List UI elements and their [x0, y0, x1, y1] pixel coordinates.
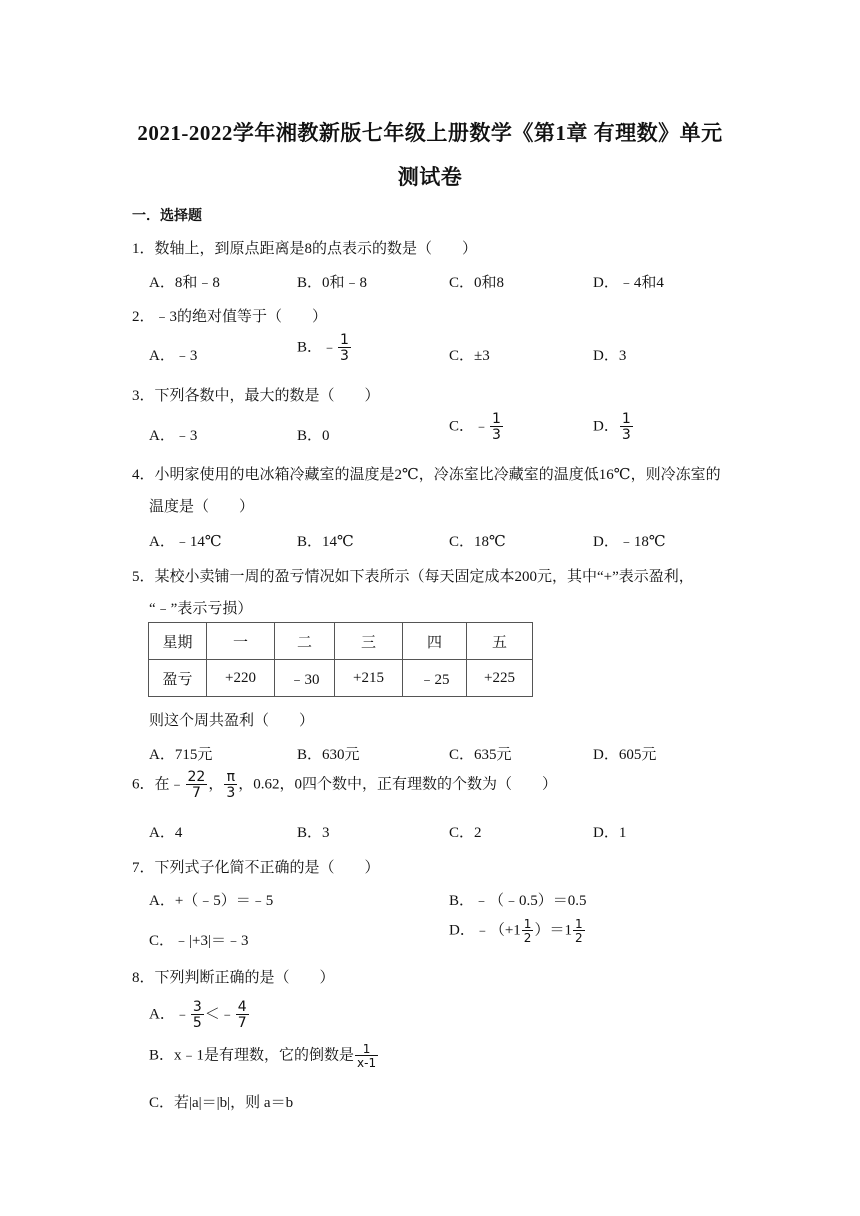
table-cell: ﹣30 — [275, 660, 335, 697]
question-6-option-c: C．2 — [449, 825, 482, 841]
numerator: 1 — [523, 917, 532, 931]
question-2-stem: 2．﹣3的绝对值等于（ ） — [132, 309, 328, 325]
question-2-option-b — [297, 333, 352, 363]
fraction — [522, 918, 534, 944]
fraction — [236, 1000, 249, 1030]
table-cell: 二 — [275, 623, 335, 660]
question-2-option-c: C．±3 — [449, 348, 490, 364]
page-title: 2021-2022学年湘教新版七年级上册数学《第1章 有理数》单元 — [137, 121, 723, 145]
table-row — [149, 660, 533, 697]
denominator: 5 — [192, 1015, 202, 1031]
stem-text: ，0.62，0四个数中，正有理数的个数为（ ） — [238, 776, 558, 793]
option-label: B．﹣ — [297, 339, 338, 356]
numerator: 4 — [237, 999, 247, 1015]
table-cell: 星期 — [149, 623, 207, 660]
question-1-option-d: D．﹣4和4 — [593, 275, 664, 291]
question-5-option-c: C．635元 — [449, 747, 512, 763]
question-4-option-d: D．﹣18℃ — [593, 534, 666, 550]
question-7-option-d — [449, 918, 586, 944]
denominator: x-1 — [357, 1056, 377, 1070]
fraction — [338, 333, 351, 363]
table-cell: 盈亏 — [149, 660, 207, 697]
numerator: 22 — [187, 769, 206, 785]
denominator: 3 — [492, 427, 501, 443]
denominator: 3 — [621, 427, 631, 443]
table-row — [149, 623, 533, 660]
question-2-option-d: D．3 — [593, 348, 627, 364]
fraction — [186, 770, 208, 800]
section-heading: 一．选择题 — [132, 209, 202, 224]
question-1-option-b: B．0和﹣8 — [297, 275, 368, 291]
numerator: 1 — [362, 1042, 371, 1056]
question-3-option-c — [449, 412, 504, 442]
question-4-option-b: B．14℃ — [297, 534, 354, 550]
denominator: 2 — [574, 931, 583, 945]
table-cell: 五 — [467, 623, 533, 660]
denominator: 3 — [340, 348, 349, 364]
denominator: 2 — [523, 931, 532, 945]
table-cell: 四 — [403, 623, 467, 660]
option-text: ＜﹣ — [204, 1006, 235, 1023]
option-label: B．x﹣1是有理数，它的倒数是 — [149, 1047, 355, 1064]
option-label: C．﹣ — [449, 418, 490, 435]
question-3-stem: 3．下列各数中，最大的数是（ ） — [132, 388, 380, 404]
question-7-stem: 7．下列式子化简不正确的是（ ） — [132, 860, 380, 876]
question-4-option-c: C．18℃ — [449, 534, 506, 550]
table-cell: +220 — [207, 660, 275, 697]
question-2-option-a: A．﹣3 — [149, 348, 198, 364]
question-5-option-d: D．605元 — [593, 747, 657, 763]
question-6-option-b: B．3 — [297, 825, 330, 841]
question-4-option-a: A．﹣14℃ — [149, 534, 222, 550]
option-label: A．﹣ — [149, 1006, 190, 1023]
question-6-stem — [132, 770, 557, 800]
fraction — [355, 1043, 378, 1069]
table-cell: +225 — [467, 660, 533, 697]
question-5-option-a: A．715元 — [149, 747, 213, 763]
question-7-option-b: B．﹣（﹣0.5）＝0.5 — [449, 893, 587, 909]
table-cell: ﹣25 — [403, 660, 467, 697]
numerator: π — [226, 769, 236, 785]
question-8-stem: 8．下列判断正确的是（ ） — [132, 970, 335, 986]
fraction — [224, 770, 237, 800]
stem-text: 6．在﹣ — [132, 776, 185, 793]
page-title-continued: 测试卷 — [397, 165, 463, 189]
question-5-stem: 5．某校小卖铺一周的盈亏情况如下表所示（每天固定成本200元，其中“+”表示盈利， — [132, 569, 694, 585]
question-3-option-b: B．0 — [297, 428, 330, 444]
option-label: D．﹣（+1 — [449, 922, 521, 939]
numerator: 3 — [192, 999, 202, 1015]
question-7-option-a: A．+（﹣5）＝﹣5 — [149, 893, 274, 909]
question-7-option-c: C．﹣|+3|＝﹣3 — [149, 933, 249, 949]
question-5-prompt: 则这个周共盈利（ ） — [149, 713, 315, 729]
question-5-stem-continued: “﹣”表示亏损） — [149, 601, 253, 617]
fraction — [191, 1000, 204, 1030]
question-1-stem: 1．数轴上，到原点距离是8的点表示的数是（ ） — [132, 241, 478, 257]
denominator: 7 — [237, 1015, 247, 1031]
numerator: 1 — [621, 411, 631, 427]
fraction — [573, 918, 585, 944]
table-cell: 三 — [335, 623, 403, 660]
question-8-option-c: C．若|a|＝|b|，则 a＝b — [149, 1095, 294, 1111]
fraction — [620, 412, 633, 442]
question-8-option-a — [149, 1000, 250, 1030]
option-label: D． — [593, 418, 619, 435]
separator: ， — [208, 776, 224, 793]
denominator: 3 — [226, 785, 236, 801]
question-5-option-b: B．630元 — [297, 747, 360, 763]
numerator: 1 — [574, 917, 583, 931]
denominator: 7 — [186, 784, 208, 800]
table-cell: +215 — [335, 660, 403, 697]
question-4-stem-continued: 温度是（ ） — [149, 499, 255, 515]
question-1-option-a: A．8和﹣8 — [149, 275, 220, 291]
numerator: 1 — [340, 332, 349, 348]
question-3-option-a: A．﹣3 — [149, 428, 198, 444]
question-3-option-d — [593, 412, 634, 442]
question-6-option-a: A．4 — [149, 825, 183, 841]
table-cell: 一 — [207, 623, 275, 660]
option-text: ）＝1 — [534, 922, 572, 939]
question-8-option-b — [149, 1043, 379, 1069]
fraction — [490, 412, 503, 442]
question-4-stem: 4．小明家使用的电冰箱冷藏室的温度是2℃，冷冻室比冷藏室的温度低16℃，则冷冻室的 — [132, 467, 721, 483]
question-1-option-c: C．0和8 — [449, 275, 505, 291]
profit-loss-table — [148, 622, 533, 697]
question-6-option-d: D．1 — [593, 825, 627, 841]
numerator: 1 — [492, 411, 501, 427]
